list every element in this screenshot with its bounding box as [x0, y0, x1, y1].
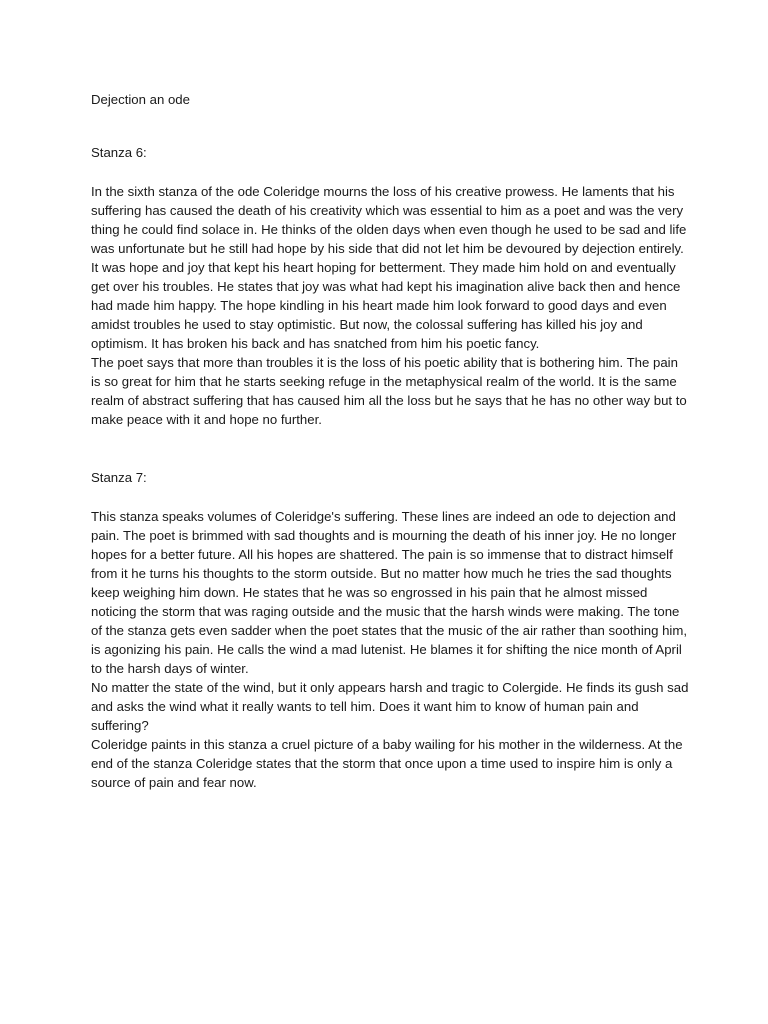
stanza-6-paragraph-1: In the sixth stanza of the ode Coleridge mourns the loss of his creative prowess. He laments that his suffering has caused the death of his creativity which was essential to him as a poet and was the very thing he could find solace in. He thinks of the olden days when even though he used to be sad and life was unfortunate but he still had hope by his side that did not let him be devoured by dejection entirely. It was hope and joy that kept his heart hoping for betterment. They made him hold on and eventually get over his troubles. He states that joy was what had kept his imagination alive back then and hence had made him happy. The hope kindling in his heart made him look forward to good days and even amidst troubles he used to stay optimistic. But now, the colossal suffering has killed his joy and optimism. It has broken his back and has snatched from him his poetic fancy. [91, 184, 687, 351]
stanza-6-paragraph-2: The poet says that more than troubles it is the loss of his poetic ability that is bothering him. The pain is so great for him that he starts seeking refuge in the metaphysical realm of the world. It is the same realm of abstract suffering that has caused him all the loss but he says that he has no other way but to make peace with it and hope no further. [91, 355, 687, 427]
stanza-7-paragraph-3: Coleridge paints in this stanza a cruel picture of a baby wailing for his mother in the wilderness. At the end of the stanza Coleridge states that the storm that once upon a time used to inspire him is only a source of pain and fear now. [91, 737, 683, 790]
stanza-6-section [91, 143, 691, 429]
stanza-7-heading: Stanza 7: [91, 470, 147, 485]
stanza-7-section [91, 468, 691, 792]
document-body [91, 90, 691, 792]
stanza-7-paragraph-2: No matter the state of the wind, but it only appears harsh and tragic to Colergide. He finds its gush sad and asks the wind what it really wants to tell him. Does it want him to know of human pain and suffering? [91, 680, 689, 733]
stanza-7-paragraph-1: This stanza speaks volumes of Coleridge's suffering. These lines are indeed an ode to dejection and pain. The poet is brimmed with sad thoughts and is mourning the death of his inner joy. He no longer hopes for a better future. All his hopes are shattered. The pain is so immense that to distract himself from it he turns his thoughts to the storm outside. But no matter how much he tries the sad thoughts keep weighing him down. He states that he was so engrossed in his pain that he almost missed noticing the storm that was raging outside and the music that the harsh winds were making. The tone of the stanza gets even sadder when the poet states that the music of the air rather than soothing him, is agonizing his pain. He calls the wind a mad lutenist. He blames it for shifting the nice month of April to the harsh days of winter. [91, 509, 687, 676]
document-title: Dejection an ode [91, 92, 190, 107]
stanza-6-heading: Stanza 6: [91, 145, 147, 160]
